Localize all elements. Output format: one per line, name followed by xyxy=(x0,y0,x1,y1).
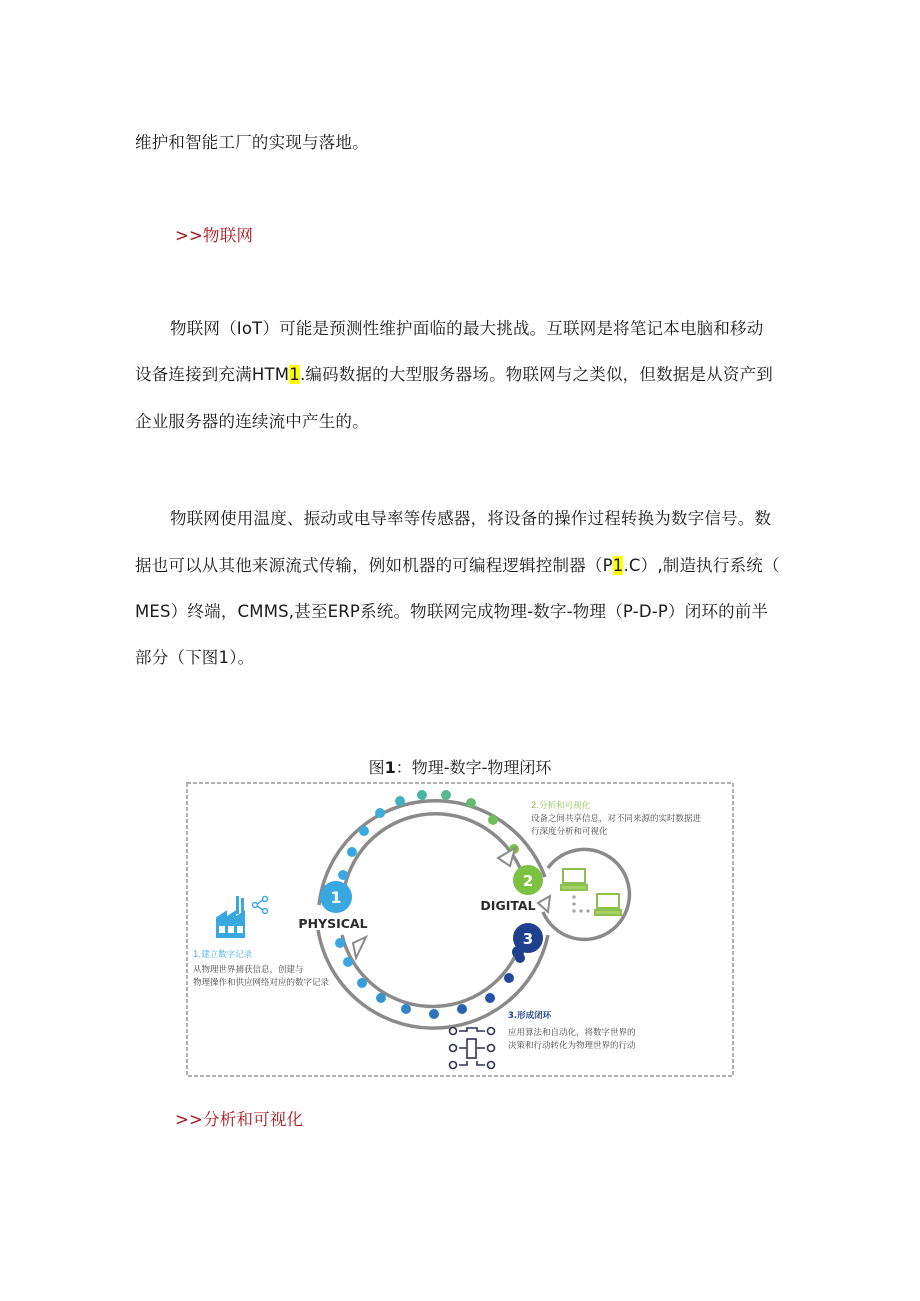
text-run: .编码数据的大型服务器场。物联网与之类似，但数据是从资产到 xyxy=(299,365,773,384)
svg-text:设备之间共享信息，对不同来源的实时数据进: 设备之间共享信息，对不同来源的实时数据进 xyxy=(531,814,702,824)
text-run: 据也可以从其他来源流式传输，例如机器的可编程逻辑控制器（P xyxy=(135,556,613,575)
svg-text:DIGITAL: DIGITAL xyxy=(480,898,536,913)
stage-2-node xyxy=(480,865,543,913)
stage-3-node xyxy=(512,923,543,958)
svg-text:2.分析和可视化: 2.分析和可视化 xyxy=(531,801,591,811)
caption-prefix: 图 xyxy=(368,758,385,777)
paragraph-line xyxy=(135,556,780,576)
paragraph-line: 企业服务器的连续流中产生的。 xyxy=(135,412,369,431)
flow-switch-icon xyxy=(450,1028,495,1069)
svg-text:行深度分析和可视化: 行深度分析和可视化 xyxy=(531,827,608,837)
highlighted-text: 1 xyxy=(289,365,300,384)
stage-1-text xyxy=(193,949,330,988)
svg-text:1.建立数字记录: 1.建立数字记录 xyxy=(193,950,253,960)
progress-dots-top xyxy=(338,790,519,880)
pdp-loop-diagram xyxy=(184,780,736,1080)
highlighted-text: 1 xyxy=(612,556,624,575)
text-run: .C）,制造执行系统（ xyxy=(623,556,780,575)
paragraph-line: 部分（下图1）。 xyxy=(135,648,255,667)
figure-frame xyxy=(187,783,733,1076)
computers-network-icon xyxy=(561,869,621,915)
svg-text:应用算法和自动化，将数字世界的: 应用算法和自动化，将数字世界的 xyxy=(508,1028,636,1038)
paragraph-line xyxy=(135,365,773,385)
paragraph-line: 物联网（IoT）可能是预测性维护面临的最大挑战。互联网是将笔记本电脑和移动 xyxy=(170,319,764,338)
stage-3-text xyxy=(508,1010,636,1051)
svg-text:2: 2 xyxy=(522,872,534,890)
paragraph-line: MES）终端，CMMS,甚至ERP系统。物联网完成物理-数字-物理（P-D-P）闭环的前半 xyxy=(135,602,769,621)
text-run: 设备连接到充满HTM xyxy=(135,365,290,384)
svg-text:1: 1 xyxy=(330,888,342,907)
figure-caption xyxy=(0,758,920,778)
svg-text:PHYSICAL: PHYSICAL xyxy=(298,916,368,931)
svg-text:决策和行动转化为物理世界的行动: 决策和行动转化为物理世界的行动 xyxy=(508,1041,636,1051)
svg-text:从物理世界捕获信息，创建与: 从物理世界捕获信息，创建与 xyxy=(193,965,304,975)
factory-share-icon xyxy=(217,896,268,937)
stage-1-node xyxy=(298,881,367,931)
section-heading-iot: >>物联网 xyxy=(175,226,254,245)
caption-number: 1 xyxy=(384,758,396,777)
caption-text: ：物理-数字-物理闭环 xyxy=(395,758,552,777)
stage-2-text xyxy=(531,800,702,837)
svg-text:3: 3 xyxy=(522,930,534,948)
svg-text:物理操作和供应网络对应的数字记录: 物理操作和供应网络对应的数字记录 xyxy=(193,978,330,988)
svg-text:3.形成闭环: 3.形成闭环 xyxy=(508,1011,552,1021)
section-heading-analytics: >>分析和可视化 xyxy=(175,1110,304,1129)
paragraph-line: 物联网使用温度、振动或电导率等传感器，将设备的操作过程转换为数字信号。数 xyxy=(170,509,772,528)
paragraph-line: 维护和智能工厂的实现与落地。 xyxy=(135,133,369,152)
